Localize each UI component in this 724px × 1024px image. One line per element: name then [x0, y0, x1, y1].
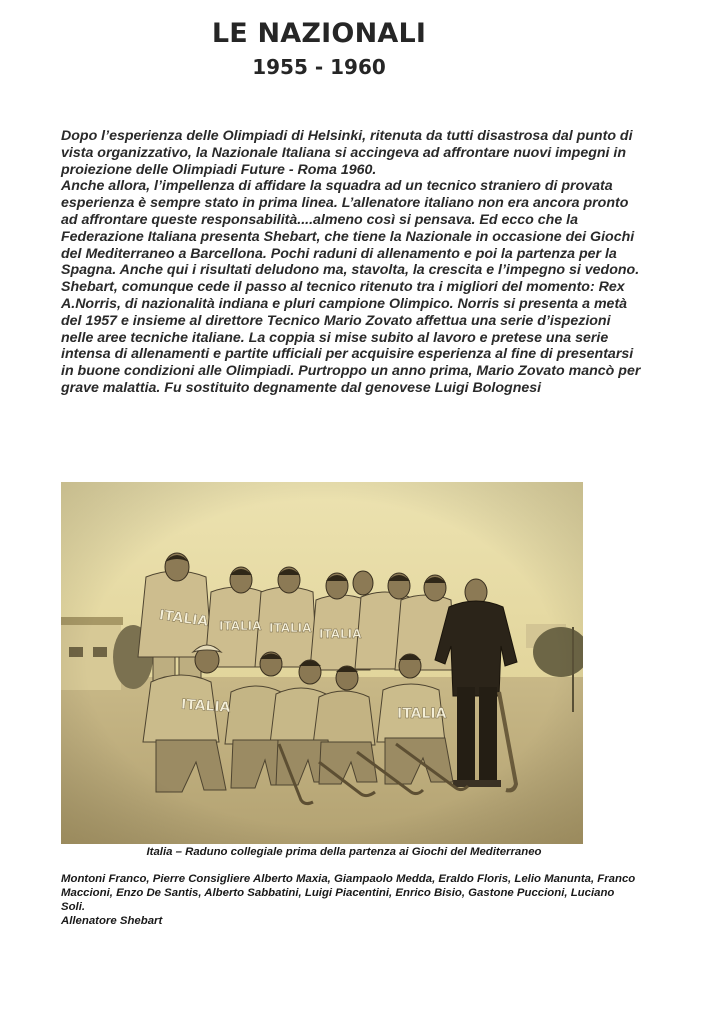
page-subtitle-years: 1955 - 1960	[252, 55, 386, 79]
roster-coach: Allenatore Shebart	[61, 915, 163, 927]
article-paragraph: Dopo l’esperienza delle Olimpiadi di Helsinki, ritenuta da tutti disastrosa dal punto di vista organizzativo, la Nazionale Italiana si accingeva ad affrontare nuovi impegni in proiezione delle Olimpiadi Future - Roma 1960.	[61, 128, 633, 178]
article-body	[61, 128, 641, 397]
roster-list	[61, 872, 641, 928]
article-paragraph: Anche allora, l’impellenza di affidare la squadra ad un tecnico straniero di provata esperienza è sempre stato in prima linea. L’allenatore italiano non era ancora pronto ad affrontare queste responsabilità....almeno così si pensava. Ed ecco che la Federazione Italiana presenta Shebart, che tiene la Nazionale in occasione dei Giochi del Mediterraneo a Barcellona. Pochi raduni di allenamento e poi la partenza per la Spagna. Anche qui i risultati deludono ma, stavolta, la crescita e l’impegno si vedono. Shebart, comunque cede il passo al tecnico ritenuto tra i migliori del momento: Rex A.Norris, di nazionalità indiana e pluri campione Olimpico. Norris si presenta a metà del 1957 e insieme al direttore Tecnico Mario Zovato affettua una serie d’ispezioni nelle aree tecniche italiane. La coppia si mise subito al lavoro e pretese una serie intensa di allenamenti e partite ufficiali per acquisire esperienza al fine di presentarsi in buone condizioni alle Olimpiadi. Purtroppo un anno prima, Mario Zovato mancò per grave malattia. Fu sostituito degnamente dal genovese Luigi Bolognesi	[61, 178, 641, 396]
team-photo	[61, 482, 583, 844]
photo-vignette	[61, 482, 583, 844]
roster-players: Montoni Franco, Pierre Consigliere Alberto Maxia, Giampaolo Medda, Eraldo Floris, Lelio Manunta, Franco Maccioni, Enzo De Santis, Alberto Sabbatini, Luigi Piacentini, Enrico Bisio, Gastone Puccioni, Luciano Soli.	[61, 873, 636, 913]
page-title: LE NAZIONALI	[211, 18, 427, 49]
photo-caption: Italia – Raduno collegiale prima della partenza ai Giochi del Mediterraneo	[146, 846, 542, 858]
